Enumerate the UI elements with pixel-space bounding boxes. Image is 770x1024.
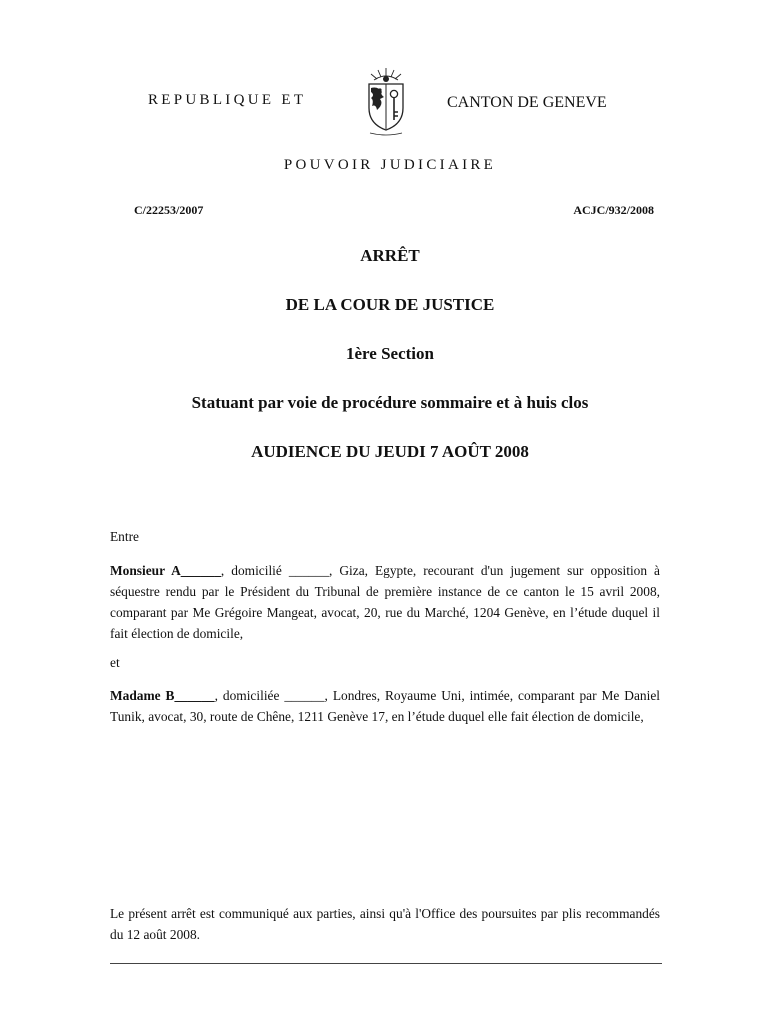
title-statuant: Statuant par voie de procédure sommaire et à huis clos xyxy=(191,393,589,412)
party-intimee xyxy=(110,685,660,727)
footer-divider xyxy=(110,963,662,964)
title-arret: ARRÊT xyxy=(360,246,420,265)
title-audience: AUDIENCE DU JEUDI 7 AOÛT 2008 xyxy=(251,442,529,461)
decision-reference: ACJC/932/2008 xyxy=(573,203,654,217)
et-label: et xyxy=(110,655,120,670)
header-republique: REPUBLIQUE ET xyxy=(148,92,307,108)
case-reference: C/22253/2007 xyxy=(134,203,204,217)
communication-notice: Le présent arrêt est communiqué aux parties, ainsi qu'à l'Office des poursuites par plis recommandés du 12 août 2008. xyxy=(110,906,660,942)
entre-label: Entre xyxy=(110,529,139,544)
party2-name: Madame B______ xyxy=(110,688,215,703)
title-cour: DE LA COUR DE JUSTICE xyxy=(285,295,495,314)
header-canton: CANTON DE GENEVE xyxy=(447,94,607,111)
geneva-coat-of-arms-icon xyxy=(360,64,412,138)
pouvoir-judiciaire: POUVOIR JUDICIAIRE xyxy=(283,157,497,173)
party2-text: , domiciliée ______, Londres, Royaume Uni, intimée, comparant par Me Daniel Tunik, avocat, 30, route de Chêne, 1211 Genève 17, en l’étude duquel elle fait élection de domicile, xyxy=(110,688,660,724)
party1-text: , domicilié ______, Giza, Egypte, recourant d'un jugement sur opposition à séquestre rendu par le Président du Tribunal de première instance de ce canton le 15 avril 2008, comparant par Me Grégoire Mangeat, avocat, 20, rue du Marché, 1204 Genève, en l’étude duquel il fait élection de domicile, xyxy=(110,563,660,641)
party1-name: Monsieur A______ xyxy=(110,563,221,578)
title-section: 1ère Section xyxy=(346,344,434,363)
party-recourant xyxy=(110,560,660,644)
